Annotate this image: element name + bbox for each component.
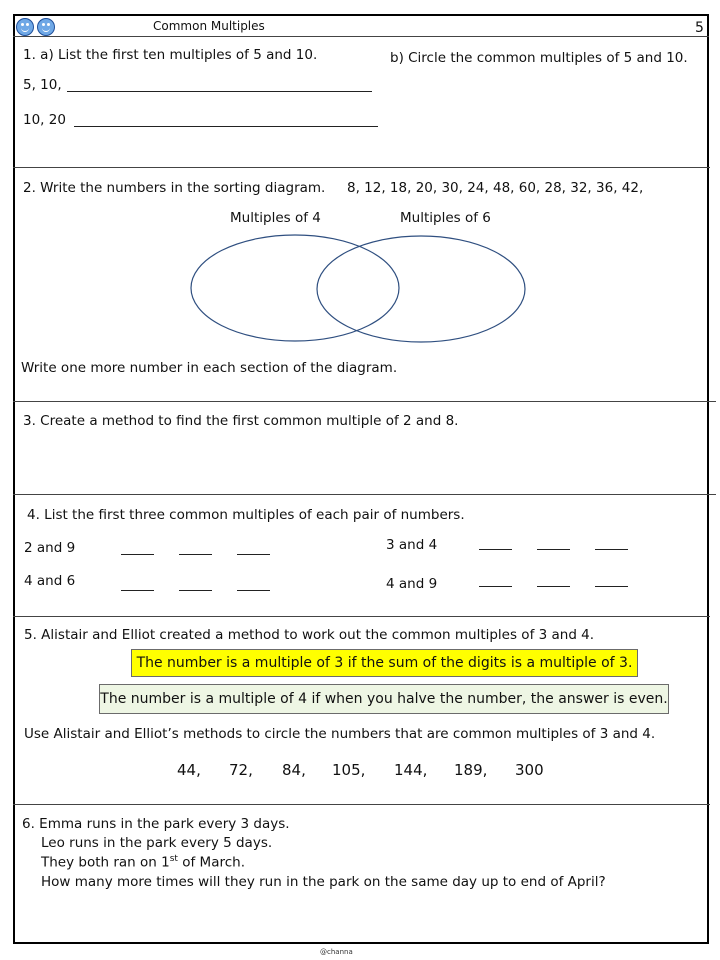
q5-number[interactable]: 144, — [394, 761, 428, 779]
rule-multiple-of-3: The number is a multiple of 3 if the sum of the digits is a multiple of 3. — [131, 649, 638, 677]
q4-pair: 2 and 9 — [24, 540, 76, 556]
q5-number[interactable]: 84, — [282, 761, 306, 779]
q4-answer-blank[interactable] — [595, 549, 628, 550]
section-divider — [13, 616, 710, 617]
q4-answer-blank[interactable] — [479, 549, 512, 550]
q4-prompt: 4. List the first three common multiples of each pair of numbers. — [27, 507, 465, 523]
section-divider — [13, 494, 716, 495]
q1-prompt-a: 1. a) List the first ten multiples of 5 and 10. — [23, 47, 318, 63]
rule-multiple-of-4: The number is a multiple of 4 if when you halve the number, the answer is even. — [99, 684, 669, 714]
q1-line1-start: 5, 10, — [23, 77, 62, 93]
section-divider — [13, 401, 716, 402]
smiley-icon — [37, 18, 55, 36]
q5-number[interactable]: 105, — [332, 761, 366, 779]
footer-credit: @channa — [320, 948, 353, 956]
q6-line: Leo runs in the park every 5 days. — [41, 835, 273, 851]
q4-pair: 4 and 6 — [24, 573, 76, 589]
q5-number[interactable]: 189, — [454, 761, 488, 779]
venn-diagram[interactable] — [190, 234, 532, 346]
q5-number[interactable]: 44, — [177, 761, 201, 779]
header-divider — [13, 36, 709, 37]
q2-prompt: 2. Write the numbers in the sorting diagram. — [23, 180, 326, 196]
venn-circle-multiples-of-4 — [191, 235, 399, 341]
q4-answer-blank[interactable] — [121, 590, 154, 591]
venn-label-multiples-of-6: Multiples of 6 — [400, 210, 491, 226]
q4-answer-blank[interactable] — [595, 586, 628, 587]
q5-number[interactable]: 300 — [515, 761, 544, 779]
q4-answer-blank[interactable] — [121, 554, 154, 555]
q6-line: How many more times will they run in the park on the same day up to end of April? — [41, 874, 606, 890]
q1-prompt-b: b) Circle the common multiples of 5 and 10. — [390, 50, 688, 66]
q4-answer-blank[interactable] — [479, 586, 512, 587]
worksheet-title: Common Multiples — [153, 19, 265, 33]
q3-prompt: 3. Create a method to find the first common multiple of 2 and 8. — [23, 413, 459, 429]
q5-number[interactable]: 72, — [229, 761, 253, 779]
section-divider — [13, 167, 710, 168]
smiley-icon — [16, 18, 34, 36]
q4-answer-blank[interactable] — [237, 590, 270, 591]
section-divider — [13, 804, 710, 805]
venn-label-multiples-of-4: Multiples of 4 — [230, 210, 321, 226]
q2-follow-up: Write one more number in each section of the diagram. — [21, 360, 398, 376]
q4-answer-blank[interactable] — [179, 590, 212, 591]
venn-circle-multiples-of-6 — [317, 236, 525, 342]
q4-answer-blank[interactable] — [237, 554, 270, 555]
q1-line2-start: 10, 20 — [23, 112, 66, 128]
q2-number-list: 8, 12, 18, 20, 30, 24, 48, 60, 28, 32, 36, 42, — [347, 180, 644, 196]
q4-answer-blank[interactable] — [537, 549, 570, 550]
q1-answer-line[interactable] — [74, 126, 378, 127]
q4-answer-blank[interactable] — [179, 554, 212, 555]
page-number: 5 — [695, 20, 704, 36]
q5-prompt: 5. Alistair and Elliot created a method to work out the common multiples of 3 and 4. — [24, 627, 595, 643]
q6-line: They both ran on 1st of March. — [41, 854, 245, 871]
q6-line: 6. Emma runs in the park every 3 days. — [22, 816, 290, 832]
q4-pair: 3 and 4 — [386, 537, 438, 553]
q4-pair: 4 and 9 — [386, 576, 438, 592]
q4-answer-blank[interactable] — [537, 586, 570, 587]
q1-answer-line[interactable] — [67, 91, 372, 92]
q5-instruction: Use Alistair and Elliot’s methods to circle the numbers that are common multiples of 3 and 4. — [24, 726, 656, 742]
